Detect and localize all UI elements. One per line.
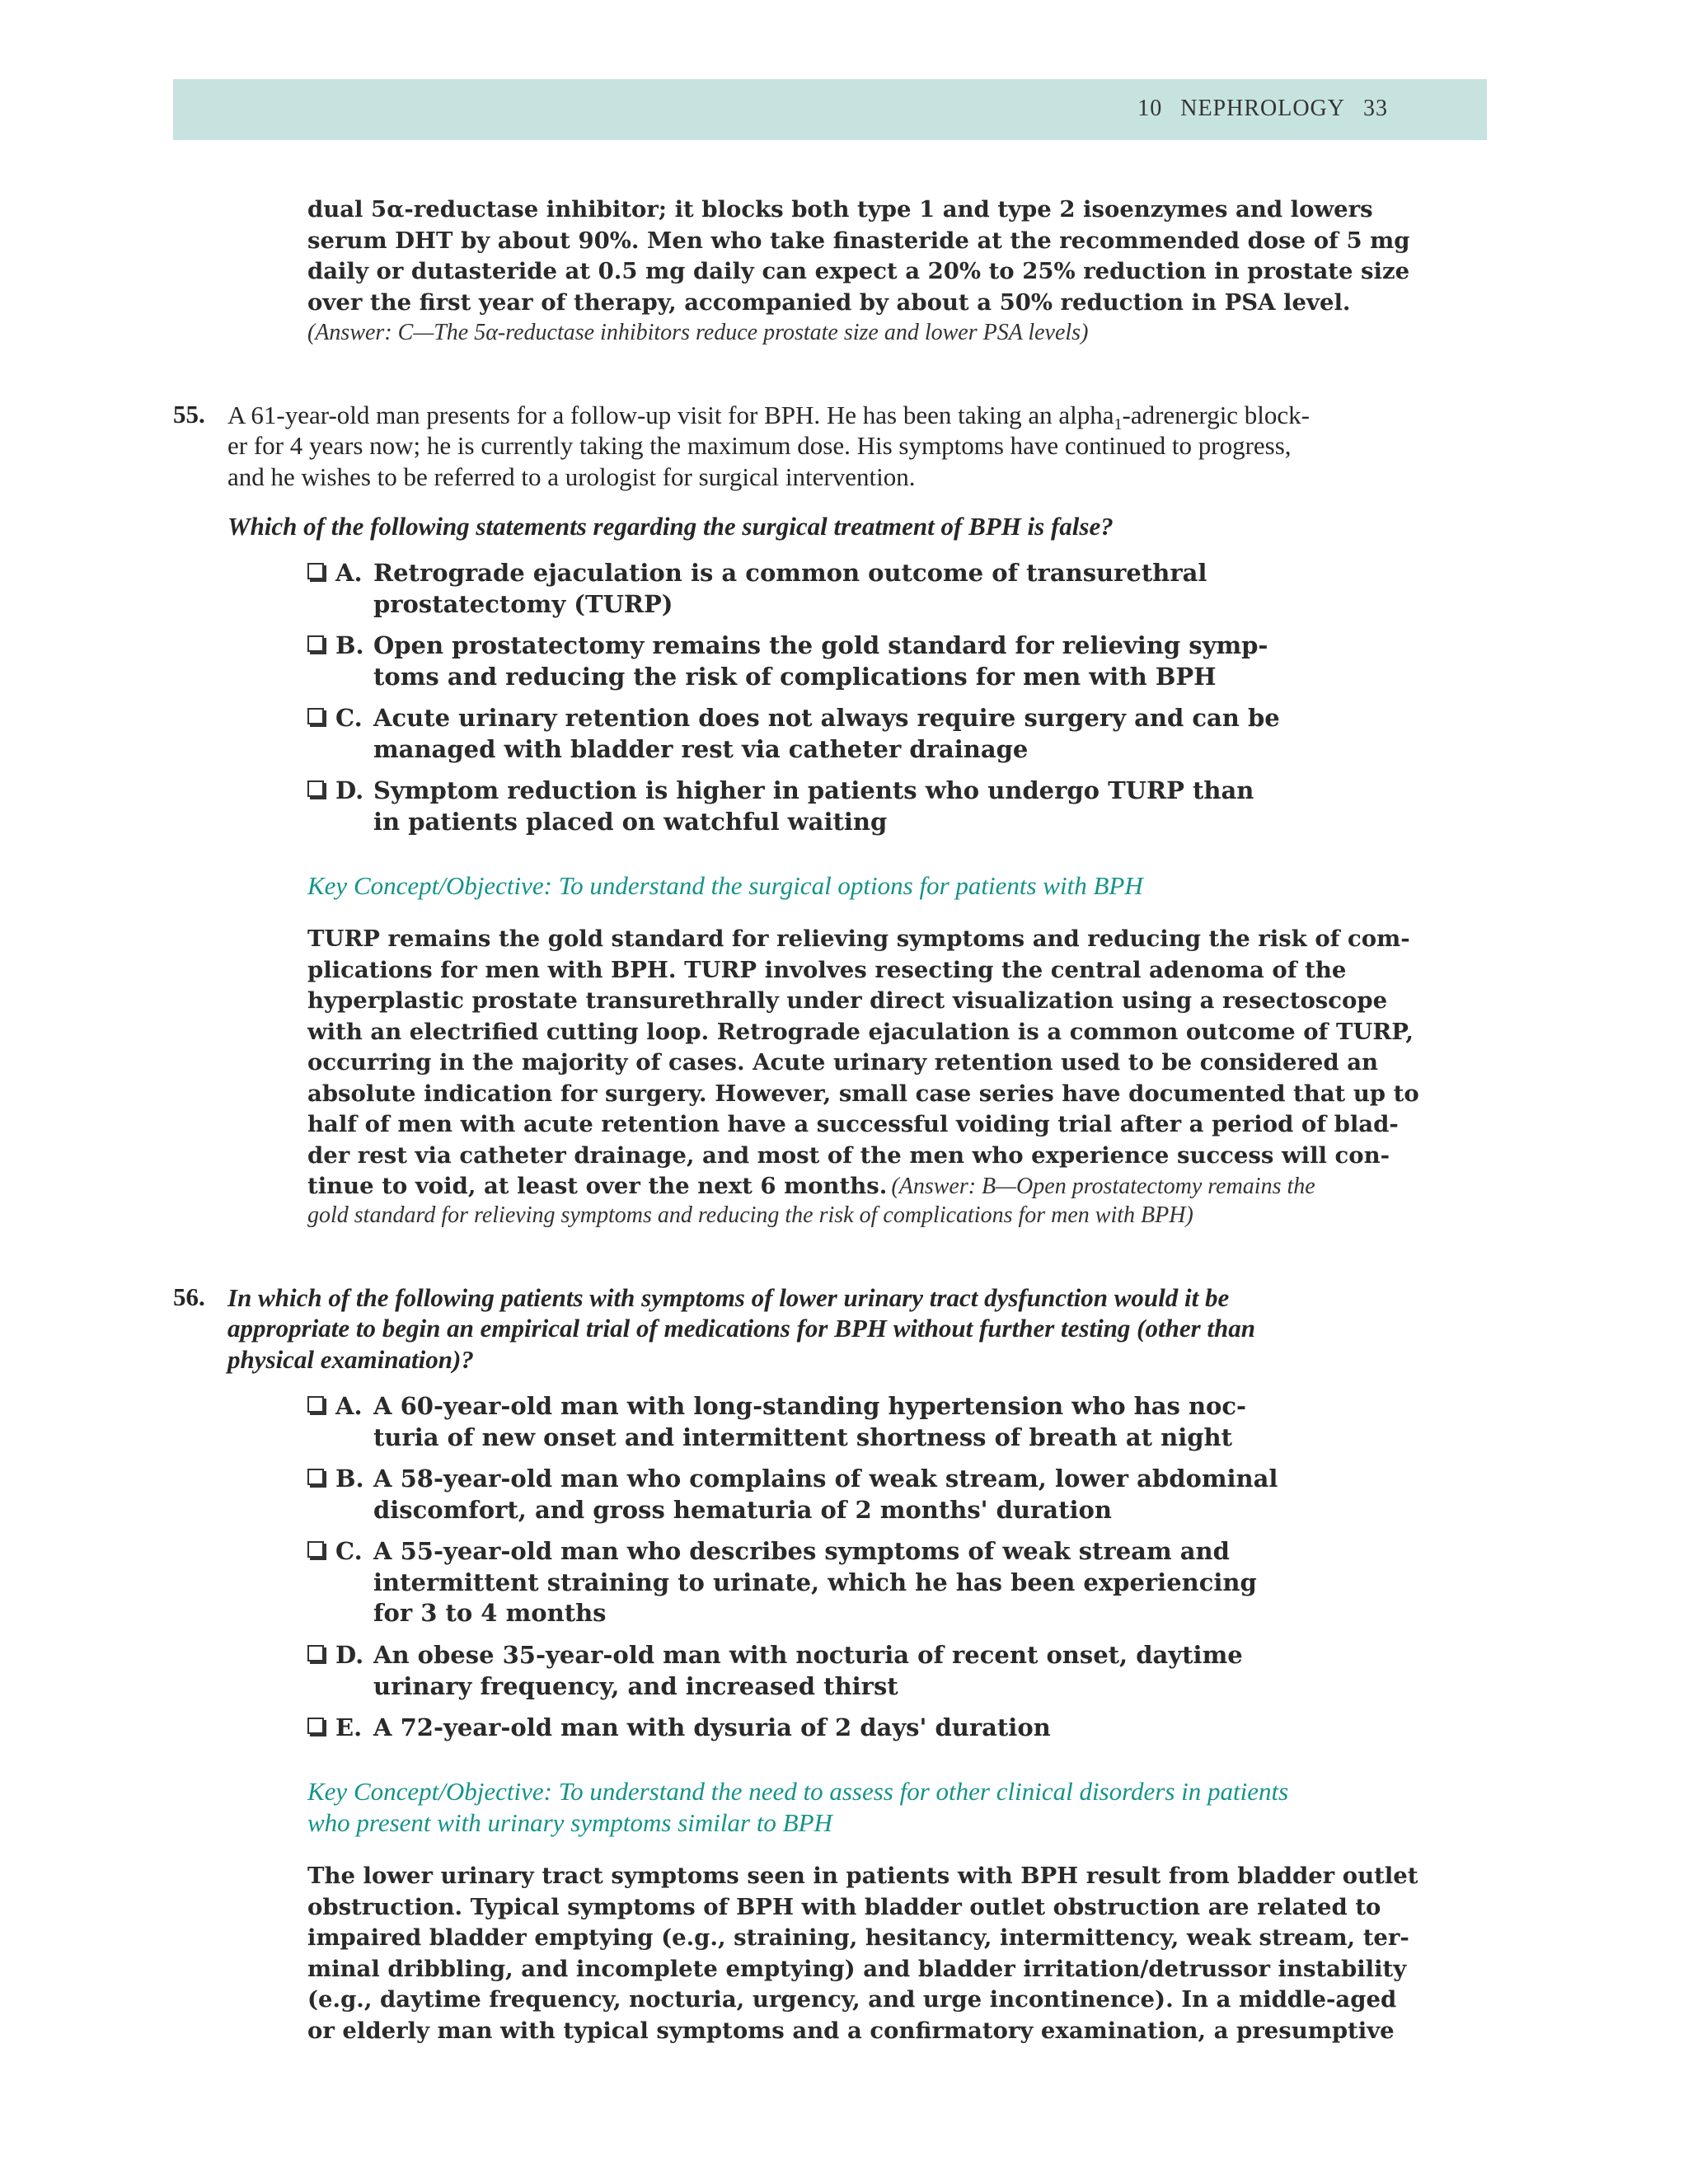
explanation-line: with an electrified cutting loop. Retrograde ejaculation is a common outcome of TURP, bbox=[307, 1019, 1414, 1045]
chapter-number: 10 bbox=[1137, 96, 1163, 121]
question-number: 55. bbox=[173, 400, 205, 429]
chapter-title: NEPHROLOGY bbox=[1180, 96, 1345, 121]
checkbox-icon[interactable] bbox=[307, 1718, 324, 1734]
answer-option-a[interactable] bbox=[307, 1391, 1247, 1451]
explanation-text: tinue to void, at least over the next 6 months. bbox=[307, 1173, 888, 1199]
explanation-line: over the first year of therapy, accompanied by about a 50% reduction in PSA level. bbox=[307, 289, 1351, 316]
answer-note: (Answer: B—Open prostatectomy remains the bbox=[891, 1174, 1315, 1199]
explanation-line: hyperplastic prostate transurethrally under direct visualization using a resectoscope bbox=[307, 987, 1388, 1014]
checkbox-icon[interactable] bbox=[307, 1396, 324, 1413]
option-text: Symptom reduction is higher in patients who undergo TURP than in patients placed on watchful waiting bbox=[373, 776, 1254, 836]
option-letter: B. bbox=[335, 631, 364, 659]
answer-option-a[interactable] bbox=[307, 558, 1207, 618]
explanation-line: serum DHT by about 90%. Men who take finasteride at the recommended dose of 5 mg bbox=[307, 227, 1410, 254]
question-prompt: Which of the following statements regarding the surgical treatment of BPH is false? bbox=[227, 512, 1114, 541]
explanation-line bbox=[307, 1171, 1315, 1202]
option-text: A 55-year-old man who describes symptoms of weak stream and intermittent straining to urinate, which he has been experiencing for 3 to 4 months bbox=[373, 1537, 1257, 1627]
answer-note: (Answer: C—The 5α-reductase inhibitors reduce prostate size and lower PSA levels) bbox=[307, 320, 1089, 345]
checkbox-icon[interactable] bbox=[307, 1469, 324, 1485]
option-text: An obese 35-year-old man with nocturia of recent onset, daytime urinary frequency, and increased thirst bbox=[373, 1641, 1243, 1700]
answer-option-b[interactable] bbox=[307, 630, 1268, 691]
explanation-line: TURP remains the gold standard for relieving symptoms and reducing the risk of com- bbox=[307, 926, 1410, 952]
checkbox-icon[interactable] bbox=[307, 708, 324, 724]
explanation-line: impaired bladder emptying (e.g., straining, hesitancy, intermittency, weak stream, ter- bbox=[307, 1924, 1409, 1951]
answer-option-d[interactable] bbox=[307, 1640, 1243, 1700]
option-letter: A. bbox=[335, 1392, 363, 1420]
checkbox-icon[interactable] bbox=[307, 635, 324, 652]
explanation-line: The lower urinary tract symptoms seen in patients with BPH result from bladder outlet bbox=[307, 1863, 1418, 1889]
option-text: A 60-year-old man with long-standing hypertension who has noc- turia of new onset and intermittent shortness of breath at night bbox=[373, 1392, 1247, 1451]
option-letter: A. bbox=[335, 559, 363, 587]
answer-option-d[interactable] bbox=[307, 776, 1254, 836]
header-text bbox=[1137, 96, 1388, 122]
explanation-line: obstruction. Typical symptoms of BPH with bladder outlet obstruction are related to bbox=[307, 1894, 1381, 1920]
explanation-line: or elderly man with typical symptoms and a confirmatory examination, a presumptive bbox=[307, 2018, 1395, 2044]
explanation-line: daily or dutasteride at 0.5 mg daily can expect a 20% to 25% reduction in prostate size bbox=[307, 258, 1410, 284]
option-text: Retrograde ejaculation is a common outcome of transurethral prostatectomy (TURP) bbox=[373, 559, 1207, 618]
answer-option-e[interactable] bbox=[307, 1713, 1051, 1744]
key-concept: Key Concept/Objective: To understand the surgical options for patients with BPH bbox=[307, 871, 1143, 900]
checkbox-icon[interactable] bbox=[307, 780, 324, 797]
checkbox-icon[interactable] bbox=[307, 1541, 324, 1558]
option-text: Acute urinary retention does not always require surgery and can be managed with bladder rest via catheter drainage bbox=[373, 704, 1280, 763]
option-letter: D. bbox=[335, 1641, 364, 1669]
answer-option-c[interactable] bbox=[307, 1536, 1257, 1627]
page-number: 33 bbox=[1363, 96, 1388, 121]
option-letter: C. bbox=[335, 1537, 363, 1565]
option-letter: D. bbox=[335, 776, 364, 804]
option-letter: E. bbox=[335, 1713, 363, 1741]
option-text: Open prostatectomy remains the gold standard for relieving symp- toms and reducing the risk of complications for men with BPH bbox=[373, 631, 1268, 691]
stem-text: -adrenergic block- bbox=[1122, 401, 1311, 429]
question-prompt-line: physical examination)? bbox=[227, 1345, 474, 1374]
checkbox-icon[interactable] bbox=[307, 563, 324, 579]
question-number: 56. bbox=[173, 1282, 205, 1311]
subscript: 1 bbox=[1114, 415, 1123, 434]
running-header bbox=[173, 79, 1487, 140]
explanation-line: plications for men with BPH. TURP involves resecting the central adenoma of the bbox=[307, 957, 1347, 983]
key-concept: Key Concept/Objective: To understand the need to assess for other clinical disorders in patients who present with urinary symptoms similar to BPH bbox=[307, 1777, 1289, 1837]
option-text: A 72-year-old man with dysuria of 2 days' duration bbox=[373, 1713, 1051, 1741]
option-letter: C. bbox=[335, 704, 363, 732]
explanation-line: dual 5α-reductase inhibitor; it blocks both type 1 and type 2 isoenzymes and lowers bbox=[307, 196, 1373, 223]
question-prompt-line: appropriate to begin an empirical trial of medications for BPH without further testing (other than bbox=[227, 1314, 1256, 1343]
question-stem-line: er for 4 years now; he is currently taking the maximum dose. His symptoms have continued to progress, bbox=[227, 431, 1292, 460]
option-text: A 58-year-old man who complains of weak stream, lower abdominal discomfort, and gross hematuria of 2 months' duration bbox=[373, 1465, 1278, 1524]
explanation-line: minal dribbling, and incomplete emptying) and bladder irritation/detrussor instability bbox=[307, 1956, 1407, 1982]
explanation-line: der rest via catheter drainage, and most of the men who experience success will con- bbox=[307, 1142, 1390, 1169]
answer-note: gold standard for relieving symptoms and reducing the risk of complications for men with BPH) bbox=[307, 1202, 1193, 1228]
stem-text: A 61-year-old man presents for a follow-up visit for BPH. He has been taking an alpha bbox=[227, 401, 1114, 429]
explanation-line: (e.g., daytime frequency, nocturia, urgency, and urge incontinence). In a middle-aged bbox=[307, 1986, 1397, 2013]
question-prompt-line: In which of the following patients with symptoms of lower urinary tract dysfunction would it be bbox=[227, 1283, 1230, 1312]
answer-option-b[interactable] bbox=[307, 1464, 1278, 1524]
explanation-line: absolute indication for surgery. However, small case series have documented that up to bbox=[307, 1080, 1419, 1107]
explanation-line: occurring in the majority of cases. Acute urinary retention used to be considered an bbox=[307, 1049, 1379, 1076]
question-stem-line: and he wishes to be referred to a urologist for surgical intervention. bbox=[227, 462, 916, 491]
explanation-line: half of men with acute retention have a successful voiding trial after a period of blad- bbox=[307, 1111, 1399, 1137]
checkbox-icon[interactable] bbox=[307, 1645, 324, 1661]
answer-option-c[interactable] bbox=[307, 703, 1280, 763]
option-letter: B. bbox=[335, 1465, 364, 1493]
